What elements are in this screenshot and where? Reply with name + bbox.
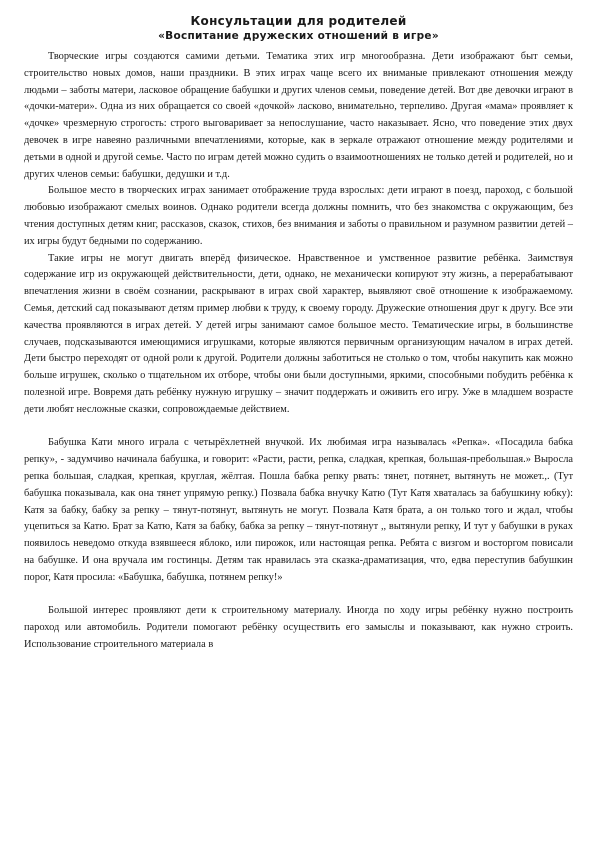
paragraph-3: Такие игры не могут двигать вперёд физическое. Нравственное и умственное развитие ребёнка. Заимствуя содержание игр из окружающей действительности, дети, однако, не механически копируют эту жизнь, а перерабатывают впечатления жизни в своём сознании, раскрывают в играх свой характер, выявляют своё отношение к изображаемому. Семья, детский сад показывают детям пример любви к труду, к своему городу. Дружеские отношения друг к другу. Все эти качества проявляются в играх детей. У детей игры занимают самое большое место. Тематические игры, в большинстве случаев, подсказываются имеющимися игрушками, которые являются первичным организующим началом в играх детей. Дети быстро переходят от одной роли к другой. Родители должны заботиться не столько о том, чтобы накупить как можно больше игрушек, сколько о тщательном их отборе, чтобы они были доступными, яркими, способными побудить ребёнка к полезной игре. Вовремя дать ребёнку нужную игрушку – значит поддержать и оживить его игру. Уже в младшем возрасте дети любят несложные сказки, сопровождаемые действием. [24, 252, 573, 415]
document-body [24, 49, 573, 654]
document-subtitle: «Воспитание дружеских отношений в игре» [158, 30, 439, 42]
paragraph-2: Большое место в творческих играх занимает отображение труда взрослых: дети играют в поезд, пароход, с большой любовью изображают смелых воинов. Однако родители всегда должны помнить, что без знакомства с окружающим, без чтения доступных детям книг, рассказов, сказок, стихов, без внимания и заботы о правильном и разумном развитии детей – их игры будут бедными по содержанию. [24, 185, 573, 247]
paragraph-5: Большой интерес проявляют дети к строительному материалу. Иногда по ходу игры ребёнку нужно построить пароход или автомобиль. Родители помогают ребёнку осуществить его замыслы и показывают, как нужно строить. Использование строительного материала в [24, 605, 573, 650]
paragraph-4: Бабушка Кати много играла с четырёхлетней внучкой. Их любимая игра называлась «Репка». «Посадила бабка репку», - задумчиво начинала бабушка, и говорит: «Расти, расти, репка, сладкая, крепкая, большая-пребольшая.» Выросла репка большая, сладкая, крепкая, круглая, жёлтая. Пошла бабка репку рвать: тянет, потянет, вытянуть не может.,. (Тут бабушка показывала, как она тянет упрямую репку.) Позвала бабка внучку Катю (Тут Катя хваталась за бабушкину юбку): Катя за бабку, бабку за репку – тянут-потянут, вытянуть не могут. Позвала Катя брата, а он только того и ждал, чтобы уцепиться за Катю. Брат за Катю, Катя за бабку, бабка за репку – тянут-потянут ,, вытянули репку, И тут у бабушки в руках появилось неведомо откуда взявшееся яблоко, или пирожок, или настоящая репка. Ребята с визгом и восторгом повисали на бабушке. И она вручала им гостинцы. Детям так нравилась эта сказка-драматизация, что, едва переступив бабушкин порог, Катя просила: «Бабушка, бабушка, потянем репку!» [24, 437, 573, 583]
document-title: Консультации для родителей [190, 14, 407, 28]
paragraph-1: Творческие игры создаются самими детьми. Тематика этих игр многообразна. Дети изображают быт семьи, строительство новых домов, наши праздники. В этих играх чаще всего их вниманые привлекают отношения между людьми – заботы матери, ласковое обращение бабушки и других членов семьи, поведение детей. Вот две девочки играют в «дочки-матери». Одна из них обращается со своей «дочкой» ласково, внимательно, терпеливо. Другая «мама» проявляет к «дочке» чрезмерную строгость: строго выговаривает за непослушание, часто наказывает. Ясно, что поведение этих двух девочек в игре навеяно различными впечатлениями, которые, как в зеркале отражают отношение между родителями и детьми в одной и другой семье. Часто по играм детей можно судить о взаимоотношениях не только детей и родителей, но и других членов семьи: бабушки, дедушки и т.д. [24, 51, 573, 180]
